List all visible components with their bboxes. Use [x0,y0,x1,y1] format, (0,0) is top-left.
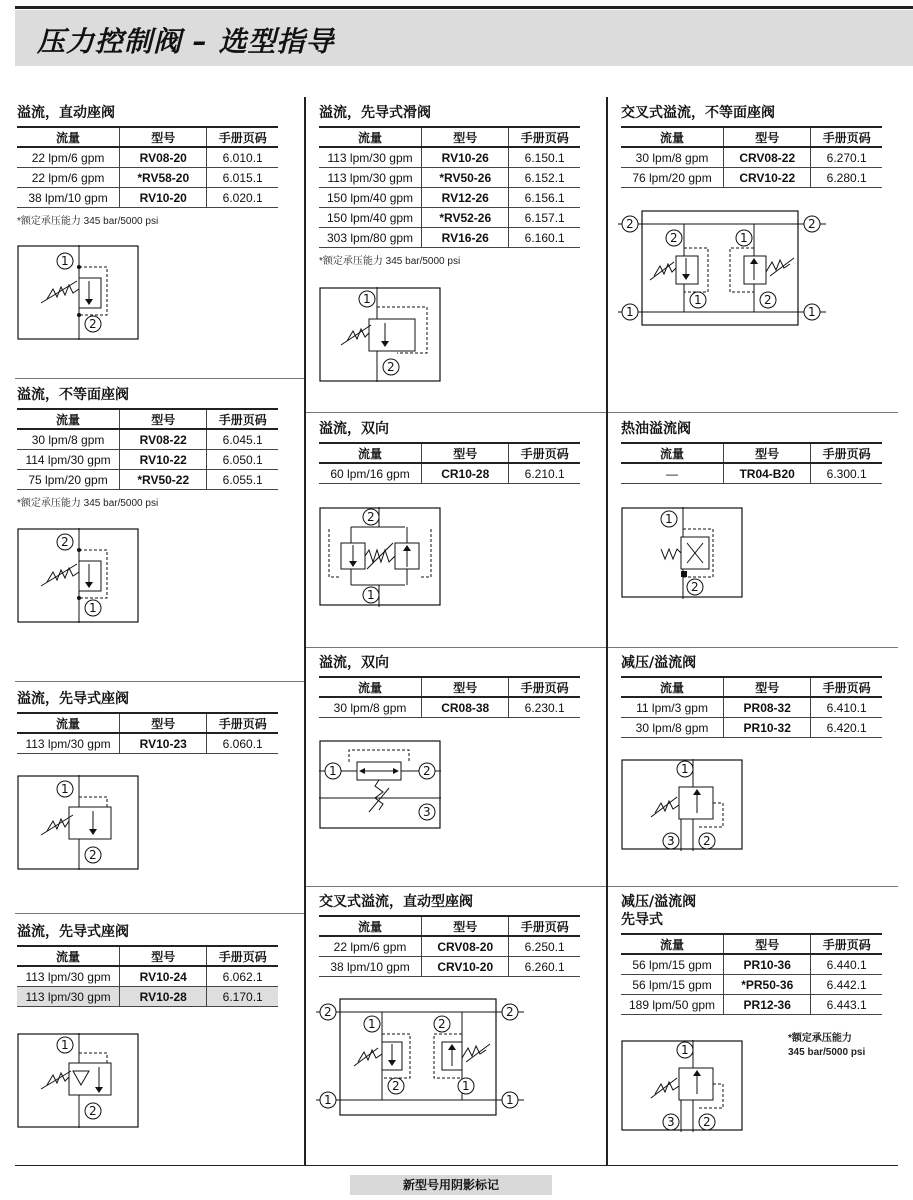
flow-cell: 113 lpm/30 gpm [17,733,120,754]
row-divider [306,886,606,887]
port-label: 2 [89,317,97,331]
port-label: 1 [61,1038,69,1052]
model-cell: CRV08-22 [724,147,811,168]
row-divider [306,412,606,413]
section-reducing-relief-pilot [621,893,891,1015]
hydraulic-symbol [17,775,139,870]
spec-table [621,933,882,1015]
flow-cell: 22 lpm/6 gpm [17,168,120,188]
port-label: 1 [462,1079,470,1093]
col-flow: 流量 [319,677,422,697]
flow-cell: 113 lpm/30 gpm [17,966,120,987]
port-label: 2 [61,535,69,549]
model-cell: *PR50-36 [724,975,811,995]
section-title: 减压/溢流阀 [621,655,697,671]
port-label: 2 [670,231,678,245]
port-label: 1 [61,782,69,796]
flow-cell: 30 lpm/8 gpm [621,718,724,738]
port-label: 2 [703,1115,711,1129]
page-cell: 6.156.1 [509,188,580,208]
col-page: 手册页码 [811,677,882,697]
column-divider-2 [606,97,608,1165]
flow-cell: 75 lpm/20 gpm [17,470,120,490]
port-label: 2 [506,1005,514,1019]
row-divider [608,886,898,887]
page-cell: 6.020.1 [207,188,278,208]
port-label: 1 [89,601,97,615]
page-cell: 6.015.1 [207,168,278,188]
flow-cell: 11 lpm/3 gpm [621,697,724,718]
model-cell: PR08-32 [724,697,811,718]
model-cell: RV08-22 [120,429,207,450]
table-row [17,429,278,450]
model-cell: RV10-20 [120,188,207,208]
section-relief-pilot-poppet-2 [17,923,287,1007]
row-divider [306,647,606,648]
hydraulic-symbol [17,245,139,340]
page-cell: 6.280.1 [811,168,882,188]
page-cell: 6.210.1 [509,463,580,484]
spec-table [17,712,278,754]
port-label: 2 [764,293,772,307]
col-flow: 流量 [319,443,422,463]
port-label: 2 [438,1017,446,1031]
page-cell: 6.160.1 [509,228,580,248]
hydraulic-symbol [316,998,524,1118]
col-flow: 流量 [17,946,120,966]
page-cell: 6.442.1 [811,975,882,995]
page-cell: 6.250.1 [509,936,580,957]
pressure-note: *额定承压能力 345 bar/5000 psi [17,498,159,509]
col-model: 型号 [120,713,207,733]
table-row [17,188,278,208]
table-row [621,697,882,718]
spec-table [621,676,882,738]
spec-table [17,945,278,1007]
col-page: 手册页码 [811,127,882,147]
port-label: 2 [691,580,699,594]
table-row [319,147,580,168]
port-label: 2 [89,1104,97,1118]
port-label: 2 [423,764,431,778]
col-flow: 流量 [621,677,724,697]
port-label: 2 [703,834,711,848]
hydraulic-symbol [319,740,441,830]
col-flow: 流量 [17,127,120,147]
flow-cell: 22 lpm/6 gpm [319,936,422,957]
model-cell: PR10-36 [724,954,811,975]
hydraulic-symbol [621,507,743,599]
section-title: 减压/溢流阀 先导式 [621,894,697,928]
port-label: 2 [626,217,634,231]
table-row [17,470,278,490]
port-label: 1 [363,292,371,306]
port-label: 1 [681,762,689,776]
model-cell: RV10-26 [422,147,509,168]
table-row [319,208,580,228]
col-model: 型号 [120,127,207,147]
row-divider [15,913,304,914]
col-flow: 流量 [621,443,723,463]
port-label: 1 [665,512,673,526]
port-label: 1 [61,254,69,268]
port-label: 1 [324,1093,332,1107]
flow-cell: 150 lpm/40 gpm [319,208,422,228]
col-page: 手册页码 [509,916,580,936]
flow-cell: 30 lpm/8 gpm [17,429,120,450]
col-model: 型号 [120,409,207,429]
table-row [17,966,278,987]
port-label: 3 [667,834,675,848]
port-label: 1 [506,1093,514,1107]
port-label: 1 [368,1017,376,1031]
model-cell: *RV52-26 [422,208,509,228]
pressure-note: *额定承压能力 345 bar/5000 psi [17,216,159,227]
table-row [319,228,580,248]
page-cell: 6.230.1 [509,697,580,718]
col-flow: 流量 [621,934,724,954]
port-label: 2 [324,1005,332,1019]
page-cell: 6.150.1 [509,147,580,168]
column-divider-1 [304,97,306,1165]
port-label: 3 [667,1115,675,1129]
section-title: 溢流，双向 [319,655,389,671]
flow-cell: 113 lpm/30 gpm [319,168,422,188]
page-cell: 6.440.1 [811,954,882,975]
spec-table [621,442,882,484]
port-label: 1 [808,305,816,319]
section-relief-bidirectional [319,420,589,484]
section-title: 溢流，双向 [319,421,389,437]
spec-table [319,442,580,484]
flow-cell: 30 lpm/8 gpm [621,147,724,168]
col-model: 型号 [422,916,509,936]
page-cell: 6.260.1 [509,957,580,977]
page-cell: 6.270.1 [811,147,882,168]
model-cell: CR08-38 [422,697,509,718]
table-row [319,957,580,977]
table-row [319,697,580,718]
model-cell: CR10-28 [422,463,509,484]
model-cell: *RV50-22 [120,470,207,490]
port-label: 2 [387,360,395,374]
section-title: 溢流，直动座阀 [17,105,115,121]
port-label: 2 [392,1079,400,1093]
flow-cell: 30 lpm/8 gpm [319,697,422,718]
hydraulic-symbol [621,1040,743,1132]
bottom-rule [15,1165,898,1166]
section-title: 溢流，先导式座阀 [17,691,129,707]
model-cell: RV16-26 [422,228,509,248]
col-model: 型号 [724,677,811,697]
row-divider [15,378,304,379]
col-page: 手册页码 [207,946,278,966]
section-title: 热油溢流阀 [621,421,691,437]
section-title: 溢流，先导式座阀 [17,924,129,940]
table-row [17,147,278,168]
col-page: 手册页码 [811,443,882,463]
port-label: 3 [423,805,431,819]
section-title: 溢流，先导式滑阀 [319,105,431,121]
model-cell: CRV08-20 [422,936,509,957]
title-bar [15,10,913,66]
table-row [621,995,882,1015]
page-cell: 6.420.1 [811,718,882,738]
model-cell: RV08-20 [120,147,207,168]
section-relief-direct-poppet [17,104,287,227]
col-model: 型号 [120,946,207,966]
page-cell: 6.010.1 [207,147,278,168]
section-reducing-relief [621,654,891,738]
page-cell: 6.300.1 [811,463,882,484]
section-relief-pilot-spool [319,104,589,267]
table-row [17,168,278,188]
table-row [621,718,882,738]
model-cell: PR10-32 [724,718,811,738]
page-cell: 6.060.1 [207,733,278,754]
section-cross-relief-direct [319,893,589,977]
table-row [621,463,882,484]
table-row [319,463,580,484]
flow-cell: — [621,463,723,484]
col-flow: 流量 [319,916,422,936]
spec-table [17,126,278,208]
row-divider [608,647,898,648]
table-row [17,733,278,754]
model-cell: RV10-28 [120,987,207,1007]
model-cell: RV10-22 [120,450,207,470]
flow-cell: 113 lpm/30 gpm [319,147,422,168]
hydraulic-symbol [17,1033,139,1128]
hydraulic-symbol [618,210,826,328]
col-model: 型号 [723,443,810,463]
col-flow: 流量 [319,127,422,147]
page-cell: 6.152.1 [509,168,580,188]
spec-table [319,676,580,718]
table-row [621,168,882,188]
col-page: 手册页码 [509,443,580,463]
col-model: 型号 [422,677,509,697]
flow-cell: 114 lpm/30 gpm [17,450,120,470]
hydraulic-symbol [17,528,139,623]
flow-cell: 22 lpm/6 gpm [17,147,120,168]
col-page: 手册页码 [207,127,278,147]
model-cell: CRV10-20 [422,957,509,977]
table-row [621,975,882,995]
model-cell: PR12-36 [724,995,811,1015]
model-cell: RV10-24 [120,966,207,987]
flow-cell: 60 lpm/16 gpm [319,463,422,484]
hydraulic-symbol [319,287,441,382]
col-model: 型号 [724,934,811,954]
flow-cell: 76 lpm/20 gpm [621,168,724,188]
port-label: 2 [367,510,375,524]
col-model: 型号 [422,127,509,147]
flow-cell: 38 lpm/10 gpm [319,957,422,977]
new-model-legend: 新型号用阴影标记 [350,1175,552,1195]
model-cell: *RV50-26 [422,168,509,188]
spec-table [319,915,580,977]
page-cell: 6.443.1 [811,995,882,1015]
port-label: 1 [681,1043,689,1057]
section-relief-bidirectional-2 [319,654,589,718]
table-row-new-model [17,987,278,1007]
col-page: 手册页码 [509,677,580,697]
col-flow: 流量 [17,409,120,429]
table-row [17,450,278,470]
section-relief-pilot-poppet [17,690,287,754]
top-rule [15,6,913,9]
flow-cell: 56 lpm/15 gpm [621,954,724,975]
model-cell: *RV58-20 [120,168,207,188]
row-divider [15,681,304,682]
flow-cell: 38 lpm/10 gpm [17,188,120,208]
col-model: 型号 [422,443,509,463]
flow-cell: 189 lpm/50 gpm [621,995,724,1015]
page-cell: 6.045.1 [207,429,278,450]
pressure-note: *额定承压能力 345 bar/5000 psi [319,256,461,267]
page-cell: 6.062.1 [207,966,278,987]
col-page: 手册页码 [207,713,278,733]
flow-cell: 303 lpm/80 gpm [319,228,422,248]
section-title: 溢流，不等面座阀 [17,387,129,403]
col-page: 手册页码 [207,409,278,429]
hydraulic-symbol [621,759,743,851]
col-page: 手册页码 [811,934,882,954]
col-flow: 流量 [621,127,724,147]
port-label: 1 [329,764,337,778]
table-row [319,188,580,208]
port-label: 2 [89,848,97,862]
page-cell: 6.170.1 [207,987,278,1007]
port-label: 1 [367,588,375,602]
section-cross-relief-differential [621,104,891,188]
section-title: 交叉式溢流，不等面座阀 [621,105,775,121]
col-model: 型号 [724,127,811,147]
port-label: 2 [808,217,816,231]
flow-cell: 113 lpm/30 gpm [17,987,120,1007]
table-row [319,168,580,188]
page-cell: 6.055.1 [207,470,278,490]
model-cell: RV10-23 [120,733,207,754]
port-label: 1 [626,305,634,319]
section-title: 交叉式溢流，直动型座阀 [319,894,473,910]
section-relief-differential-poppet [17,386,287,509]
row-divider [608,412,898,413]
col-flow: 流量 [17,713,120,733]
spec-table [17,408,278,490]
model-cell: TR04-B20 [723,463,810,484]
flow-cell: 56 lpm/15 gpm [621,975,724,995]
table-row [319,936,580,957]
table-row [621,147,882,168]
flow-cell: 150 lpm/40 gpm [319,188,422,208]
page-cell: 6.050.1 [207,450,278,470]
col-page: 手册页码 [509,127,580,147]
spec-table [319,126,580,248]
hydraulic-symbol [319,507,441,607]
spec-table [621,126,882,188]
pressure-note: *额定承压能力 345 bar/5000 psi [788,1033,866,1058]
page-cell: 6.157.1 [509,208,580,228]
model-cell: CRV10-22 [724,168,811,188]
page-title: 压力控制阀 – 选型指导 [37,25,335,58]
table-row [621,954,882,975]
model-cell: RV12-26 [422,188,509,208]
section-thermal-relief [621,420,891,484]
port-label: 1 [694,293,702,307]
page-cell: 6.410.1 [811,697,882,718]
port-label: 1 [740,231,748,245]
